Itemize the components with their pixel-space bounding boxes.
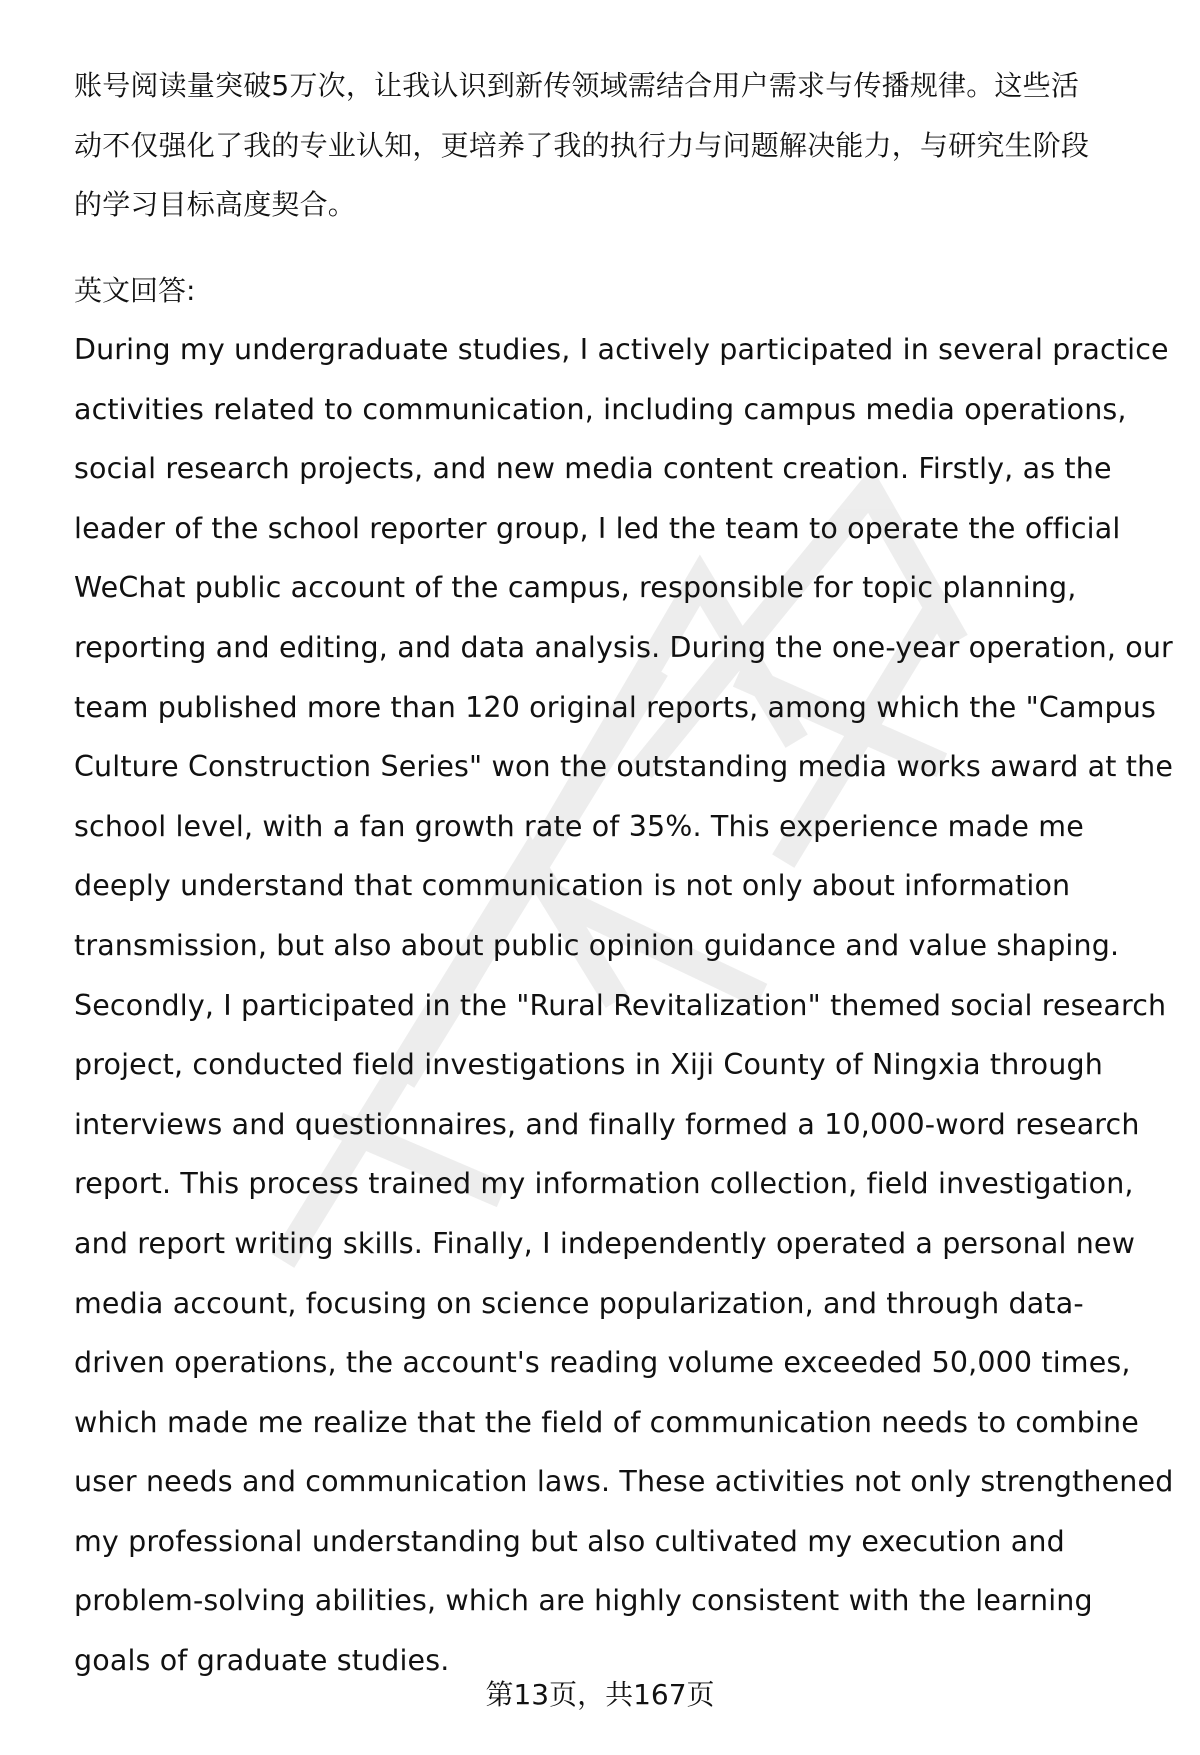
page-number-footer: 第13页，共167页	[485, 1678, 715, 1711]
english-text-line: Secondly, I participated in the "Rural Revitalization" themed social research	[74, 988, 1167, 1022]
english-text-line: goals of graduate studies.	[74, 1644, 450, 1678]
english-text-line: Culture Construction Series" won the outstanding media works award at the	[74, 750, 1174, 784]
english-text-line: deeply understand that communication is not only about information	[74, 869, 1071, 903]
chinese-text-line: 账号阅读量突破5万次，让我认识到新传领域需结合用户需求与传播规律。这些活	[74, 69, 1080, 102]
english-text-line: which made me realize that the field of communication needs to combine	[74, 1405, 1139, 1439]
english-text-line: driven operations, the account's reading volume exceeded 50,000 times,	[74, 1346, 1131, 1380]
english-text-line: report. This process trained my information collection, field investigation,	[74, 1167, 1134, 1201]
english-text-line: During my undergraduate studies, I actively participated in several practice	[74, 333, 1169, 366]
chinese-text-line: 的学习目标高度契合。	[74, 188, 357, 221]
english-text-line: my professional understanding but also cultivated my execution and	[74, 1524, 1065, 1558]
english-answer-paragraph	[74, 320, 1174, 1691]
english-text-line: reporting and editing, and data analysis. During the one-year operation, our	[74, 630, 1173, 664]
english-text-line: problem-solving abilities, which are highly consistent with the learning	[74, 1584, 1093, 1618]
english-text-line: team published more than 120 original reports, among which the "Campus	[74, 690, 1156, 724]
english-answer-heading: 英文回答:	[74, 274, 196, 307]
english-text-line: transmission, but also about public opinion guidance and value shaping.	[74, 928, 1120, 962]
english-text-line: activities related to communication, including campus media operations,	[74, 392, 1127, 426]
english-text-line: media account, focusing on science popularization, and through data-	[74, 1286, 1084, 1320]
english-text-line: social research projects, and new media content creation. Firstly, as the	[74, 452, 1112, 486]
english-text-line: school level, with a fan growth rate of 35%. This experience made me	[74, 809, 1084, 843]
chinese-text-line: 动不仅强化了我的专业认知，更培养了我的执行力与问题解决能力，与研究生阶段	[74, 128, 1090, 162]
english-text-line: interviews and questionnaires, and finally formed a 10,000-word research	[74, 1107, 1140, 1141]
english-text-line: user needs and communication laws. These activities not only strengthened	[74, 1465, 1174, 1499]
english-text-line: WeChat public account of the campus, responsible for topic planning,	[74, 571, 1077, 605]
english-text-line: project, conducted field investigations in Xiji County of Ningxia through	[74, 1048, 1103, 1082]
english-text-line: leader of the school reporter group, I led the team to operate the official	[74, 511, 1121, 545]
chinese-paragraph	[74, 56, 1164, 235]
english-text-line: and report writing skills. Finally, I independently operated a personal new	[74, 1226, 1136, 1260]
